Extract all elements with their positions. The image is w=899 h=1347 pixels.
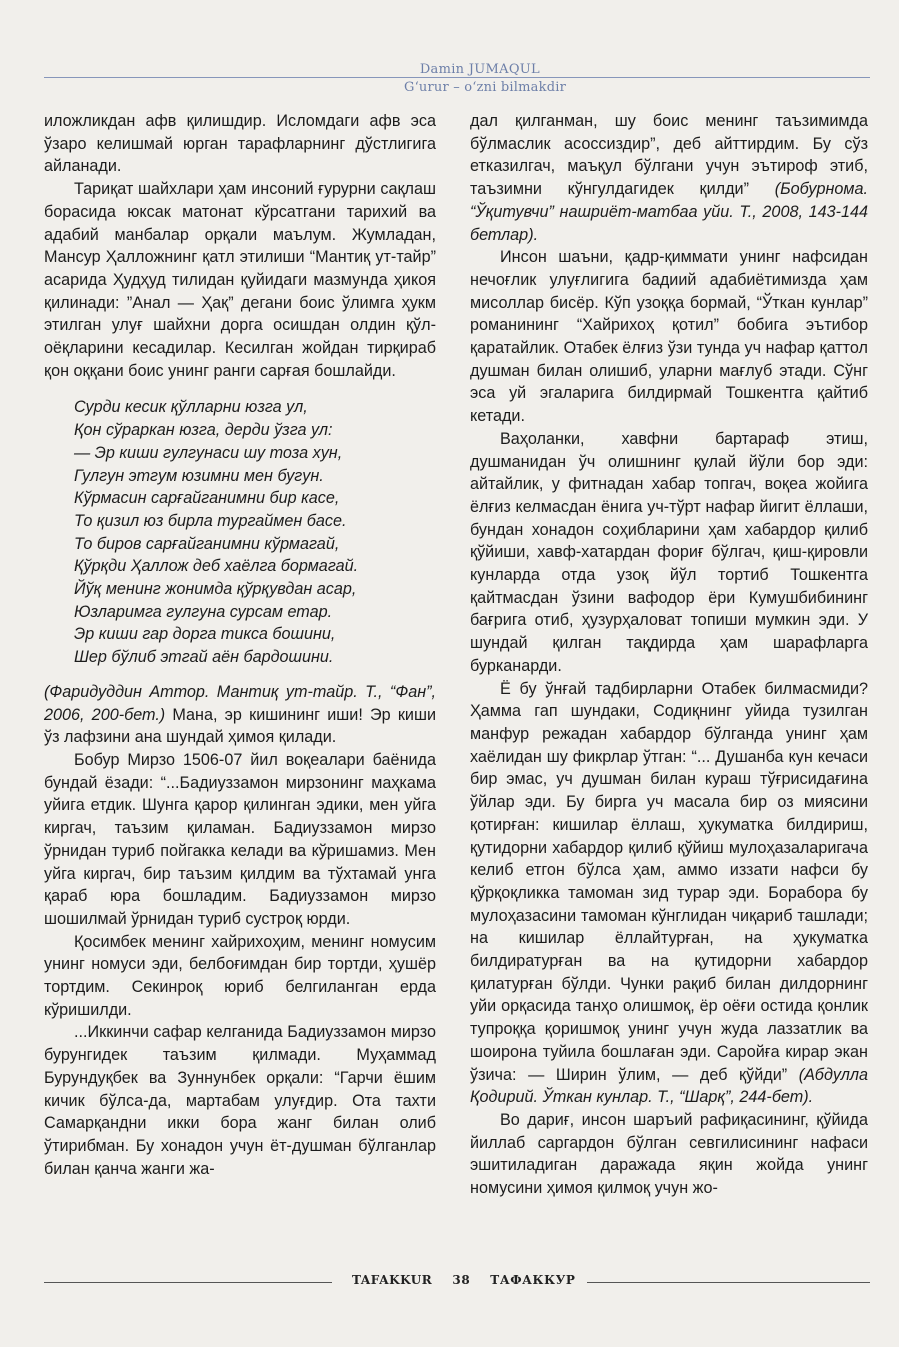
- paragraph: [470, 110, 868, 246]
- poem-line: Кўрмасин сарғайганимни бир касе,: [74, 489, 340, 508]
- paragraph: Тариқат шайхлари ҳам инсоний ғурурни сақлаш борасида юксак матонат кўрсатгани тарихий ва адабий манбалар орқали маълум. Жумладан, Мансур Ҳалложнинг қатл этилиши “Мантиқ ут-тайр” асарида Ҳудҳуд тилидан қуйидаги мазмунда ҳикоя қилинади: ”Анал — Ҳақ” дегани боис ўлимга ҳукм этилган улуғ шайхни дорга осишдан олдин қўл-оёқларини кесадилар. Кесилган жойдан тирқираб қон оққани боис унинг ранги сарғая бошлайди.: [44, 180, 436, 380]
- paragraph-text: Мана, эр кишининг иши! Эр киши ўз лафзини ана шундай ҳимоя қилади.: [44, 705, 436, 747]
- page-number: 38: [452, 1273, 471, 1287]
- header-subtitle: G‘urur – o‘zni bilmakdir: [403, 80, 566, 95]
- poem-line: — Эр киши гулгунаси шу тоза хун,: [74, 443, 343, 462]
- poem-line: Сурди кесик қўлларни юзга ул,: [74, 398, 308, 417]
- poem-line: Гулгун этгум юзимни мен бугун.: [74, 466, 324, 485]
- footer-rule-right: [587, 1282, 870, 1283]
- poem-line: То қизил юз бирла тургаймен басе.: [74, 511, 347, 530]
- poem-line: Юзларимга гулгуна сурсам етар.: [74, 602, 333, 621]
- citation: (Бобурнома. “Ўқитувчи” нашриёт-матбаа уйи. Т., 2008, 143-144 бетлар).: [470, 180, 868, 244]
- paragraph: ...Иккинчи сафар келганида Бадиуззамон мирзо бурунгидек таъзим қилмади. Муҳаммад Бурундуқбек ва Зуннунбек орқали: “Гарчи ёшим кичик бўлса-да, мартабам улуғдир. Ота тахти Самарқандни икки бора жанг билан олиб ўтирибман. Бу хонадон учун ёт-душман бўлганлар билан қанча жанги жа-: [44, 1023, 436, 1178]
- poem-line: Қон сўраркан юзга, дерди ўзга ул:: [74, 421, 333, 440]
- header-author: Damin JUMAQUL: [419, 62, 540, 77]
- poem: [74, 396, 436, 668]
- footer-magazine-cyrillic: ТАФАККУР: [490, 1273, 576, 1287]
- running-header: [44, 60, 870, 100]
- header-rule: [44, 77, 870, 78]
- paragraph: иложликдан афв қилишдир. Исломдаги афв эса ўзаро келишмай юрган тарафларнинг дўстлигига айланади.: [44, 112, 436, 176]
- poem-line: Эр киши гар дорга тикса бошини,: [74, 625, 336, 644]
- paragraph: Қосимбек менинг хайрихоҳим, менинг номусим унинг номуси эди, белбоғимдан бир тортди, ҳушёр тортдим. Секинроқ юриб белгиланган ерда кўришилди.: [44, 932, 436, 1019]
- paragraph: Бобур Мирзо 1506-07 йил воқеалари баёнида бундай ёзади: “...Бадиуззамон мирзонинг маҳкама уйига етдик. Шунга қарор қилинган эдики, мен уйга киргач, таъзим қиламан. Бадиуззамон мирзо ўрнидан туриб пойгакка келади ва кўришамиз. Мен уйга киргач, бир таъзим қилдим ва тўхтамай унга қараб юра бошладим. Бадиуззамон мирзо шошилмай ўрнидан туриб сустроқ юрди.: [44, 750, 436, 928]
- paragraph: [44, 681, 436, 749]
- paragraph: Ваҳоланки, хавфни бартараф этиш, душманидан ўч олишнинг қулай йўли бор эди: айтайлик, у фитнадан хабар топгач, воқеа жойига ёлғиз келмасдан ёнига уч-тўрт нафар йигит ёллаши, бундан хонадон соҳибларини ҳам хабардор қилиб қўйиши, хавф-хатардан фориғ бўлгач, қиш-қировли кунларда отда узоқ йўл тортиб Тошкентга қайтмасдан ўзини вафодор ёри Кумушбибининг бағрига отиб, ҳузурҳаловат топиши мумкин эди. У шундай қилган тақдирда ҳам шарафларга бурканарди.: [470, 429, 868, 675]
- left-column: [44, 110, 436, 1180]
- right-column: [470, 110, 868, 1200]
- footer-rule-left: [44, 1282, 332, 1283]
- poem-line: То биров сарғайганимни кўрмагай,: [74, 534, 340, 553]
- citation: (Абдулла Қодирий. Ўткан кунлар. Т., “Шарқ”, 244-бет).: [470, 1065, 868, 1107]
- paragraph: [470, 678, 868, 1109]
- poem-line: Шер бўлиб этгай аён бардошини.: [74, 648, 334, 667]
- poem-line: Қўрқди Ҳаллож деб хаёлга бормагай.: [74, 557, 359, 576]
- footer-magazine-latin: TAFAKKUR: [352, 1273, 433, 1287]
- paragraph: Инсон шаъни, қадр-қиммати унинг нафсидан нечоғлик улуғлигига бадиий адабиётимизда ҳам мисоллар бисёр. Кўп узоққа бормай, “Ўткан кунлар” романининг “Хайрихоҳ қотил” бобига эътибор қаратайлик. Отабек ёлғиз ўзи тунда уч нафар қаттол душман билан олишиб, уларни мағлуб этади. Сўнг эса уй эгаларига билдирмай Тошкентга қайтиб кетади.: [470, 248, 868, 426]
- page-footer: [44, 1273, 870, 1293]
- paragraph-text: Ё бу ўнғай тадбирларни Отабек билмасмиди? Ҳамма гап шундаки, Содиқнинг уйида тузилган манфур режадан хабардор бўлганда унинг ҳам хаёлидан шу фикрлар ўтган: “... Душанба кун кечаси бир эмас, уч душман билан кураш тўғрисидағина ўйлар эди. Бу бирга уч масала бир оз миясини қотирған: кишилар ёллаш, ҳукуматка билдириш, қутидорни хабардор қилиб қўйиш мулоҳазаларигача келиб етгон бўлса ҳам, аммо иззати нафси бу қўрқоқликка тамоман зид турар эди. Борабора бу мулоҳазасини тамоман кўнглидан чиқариб ташлади; на кишилар ёллайтурған, на ҳукуматка билдиратурған ва на қутидорни хабардор қилатурған бўлди. Чунки рақиб билан дилдорнинг уйи орқасида танҳо олишмоқ, ёр оёғи остида қонлик тупроққа қоришмоқ унинг учун жуда лаззатлик ва шоирона туйила бошлаған эди. Саройға кирар экан ўзича: — Ширин ўлим, — деб қўйди”: [470, 679, 868, 1084]
- poem-line: Йўқ менинг жонимда қўрқувдан асар,: [74, 580, 357, 599]
- footer-text: [342, 1273, 586, 1287]
- paragraph-text: дал қилганман, шу боис менинг таъзимимда бўлмаслик асоссиздир”, деб айттирдим. Бу сўз етказилгач, маъқул бўлгани учун эътироф этиб, таъзимни кўнгулдагидек қилди”: [470, 112, 868, 199]
- citation: (Фаридуддин Аттор. Мантиқ ут-тайр. Т., “Фан”, 2006, 200-бет.): [44, 682, 436, 724]
- paragraph: Во дариғ, инсон шаръий рафиқасининг, қўйида йиллаб саргардон бўлган севгилисининг нафаси эшитиладиган даражада яқин жойда унинг номусини ҳимоя қилмоқ учун жо-: [470, 1110, 868, 1198]
